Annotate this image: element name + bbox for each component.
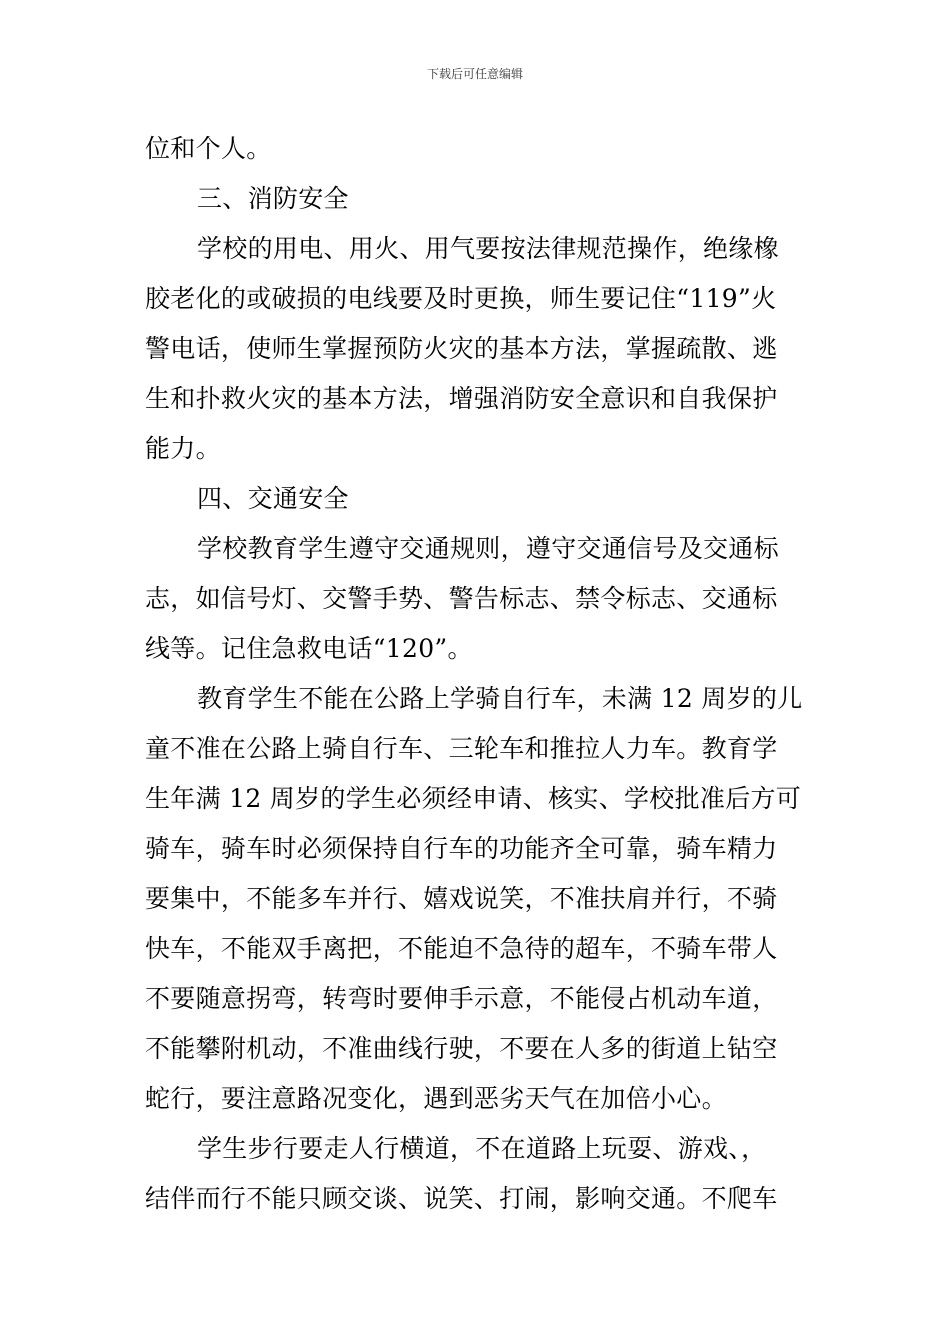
text-line: 生和扑救火灾的基本方法，增强消防安全意识和自我保护: [145, 384, 778, 413]
text-line: 生年满 12 周岁的学生必须经申请、核实、学校批准后方可: [145, 784, 802, 813]
document-body: [145, 124, 815, 1224]
text-line: 快车，不能双手离把，不能迫不急待的超车，不骑车带人: [145, 934, 778, 963]
section-heading-fire-safety: 三、消防安全: [197, 184, 349, 213]
page-header: 下载后可任意编辑: [426, 67, 523, 81]
text-line: 学校教育学生遵守交通规则，遵守交通信号及交通标: [197, 534, 779, 563]
section-heading-traffic-safety: 四、交通安全: [197, 484, 349, 513]
text-line: 能力。: [145, 434, 221, 463]
text-line: 结伴而行不能只顾交谈、说笑、打闹，影响交通。不爬车: [145, 1184, 778, 1213]
text-line: 蛇行，要注意路况变化，遇到恶劣天气在加倍小心。: [145, 1084, 727, 1113]
text-line: 不能攀附机动，不准曲线行驶，不要在人多的街道上钻空: [145, 1034, 778, 1063]
text-line: 学校的用电、用火、用气要按法律规范操作，绝缘橡: [197, 234, 779, 263]
text-line: 教育学生不能在公路上学骑自行车，未满 12 周岁的儿: [197, 684, 803, 713]
text-line: 骑车，骑车时必须保持自行车的功能齐全可靠，骑车精力: [145, 834, 778, 863]
text-line: 位和个人。: [145, 134, 272, 163]
text-line: 志，如信号灯、交警手势、警告标志、禁令标志、交通标: [145, 584, 778, 613]
text-line: 学生步行要走人行横道，不在道路上玩耍、游戏、，: [197, 1134, 767, 1163]
text-line: 胶老化的或破损的电线要及时更换，师生要记住“119”火: [145, 284, 777, 313]
text-line: 警电话，使师生掌握预防火灾的基本方法，掌握疏散、逃: [145, 334, 778, 363]
text-line: 线等。记住急救电话“120”。: [145, 634, 473, 663]
text-line: 要集中，不能多车并行、嬉戏说笑，不准扶肩并行，不骑: [145, 884, 778, 913]
text-line: 不要随意拐弯，转弯时要伸手示意，不能侵占机动车道，: [145, 984, 778, 1013]
text-line: 童不准在公路上骑自行车、三轮车和推拉人力车。教育学: [145, 734, 778, 763]
